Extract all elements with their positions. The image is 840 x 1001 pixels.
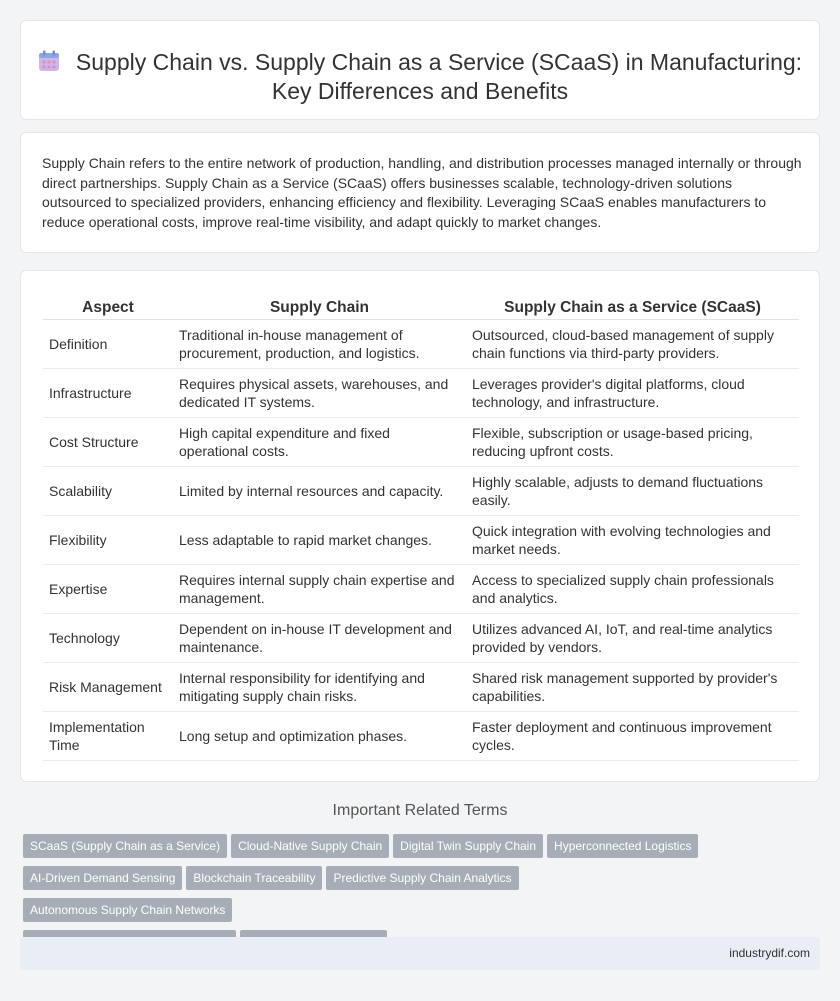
row-scaas: Shared risk management supported by provider's capabilities. [466, 663, 799, 712]
table-row [43, 320, 799, 369]
row-scaas: Utilizes advanced AI, IoT, and real-time analytics provided by vendors. [466, 614, 799, 663]
row-aspect: Scalability [43, 467, 173, 516]
row-supply-chain: Internal responsibility for identifying and mitigating supply chain risks. [173, 663, 466, 712]
related-term-tag[interactable]: Autonomous Supply Chain Networks [23, 898, 232, 922]
row-aspect: Cost Structure [43, 418, 173, 467]
row-scaas: Flexible, subscription or usage-based pricing, reducing upfront costs. [466, 418, 799, 467]
row-aspect: Flexibility [43, 516, 173, 565]
footer-bar [20, 937, 820, 970]
row-aspect: Technology [43, 614, 173, 663]
table-row [43, 712, 799, 761]
row-scaas: Highly scalable, adjusts to demand fluctuations easily. [466, 467, 799, 516]
row-supply-chain: Long setup and optimization phases. [173, 712, 466, 761]
comparison-card [20, 270, 820, 782]
row-supply-chain: Traditional in-house management of procurement, production, and logistics. [173, 320, 466, 369]
table-header-row [43, 295, 799, 320]
row-aspect: Implementation Time [43, 712, 173, 761]
related-term-tag[interactable]: Blockchain Traceability [186, 866, 322, 890]
row-aspect: Risk Management [43, 663, 173, 712]
comparison-table [43, 295, 799, 761]
row-aspect: Definition [43, 320, 173, 369]
row-aspect: Infrastructure [43, 369, 173, 418]
intro-card [20, 132, 820, 253]
related-term-tag[interactable]: SCaaS (Supply Chain as a Service) [23, 834, 227, 858]
table-row [43, 663, 799, 712]
title-card [20, 20, 820, 120]
row-supply-chain: Less adaptable to rapid market changes. [173, 516, 466, 565]
row-aspect: Expertise [43, 565, 173, 614]
row-scaas: Outsourced, cloud-based management of supply chain functions via third-party providers. [466, 320, 799, 369]
row-scaas: Access to specialized supply chain professionals and analytics. [466, 565, 799, 614]
table-row [43, 418, 799, 467]
calendar-icon [38, 50, 60, 72]
related-term-tag[interactable]: AI-Driven Demand Sensing [23, 866, 182, 890]
header-aspect: Aspect [43, 295, 173, 320]
table-row [43, 467, 799, 516]
row-supply-chain: Dependent on in-house IT development and maintenance. [173, 614, 466, 663]
row-supply-chain: Limited by internal resources and capacity. [173, 467, 466, 516]
table-row [43, 369, 799, 418]
row-scaas: Faster deployment and continuous improvement cycles. [466, 712, 799, 761]
related-term-tag[interactable]: Cloud-Native Supply Chain [231, 834, 389, 858]
row-scaas: Quick integration with evolving technologies and market needs. [466, 516, 799, 565]
related-term-tag[interactable]: Hyperconnected Logistics [547, 834, 698, 858]
table-row [43, 565, 799, 614]
row-supply-chain: Requires physical assets, warehouses, and dedicated IT systems. [173, 369, 466, 418]
row-scaas: Leverages provider's digital platforms, cloud technology, and infrastructure. [466, 369, 799, 418]
row-supply-chain: High capital expenditure and fixed operational costs. [173, 418, 466, 467]
footer-site-link[interactable]: industrydif.com [729, 946, 810, 960]
page-title [21, 48, 819, 106]
related-term-tag[interactable]: Predictive Supply Chain Analytics [326, 866, 518, 890]
related-terms-heading: Important Related Terms [332, 802, 508, 819]
page-title-text: Supply Chain vs. Supply Chain as a Service (SCaaS) in Manufacturing: Key Differences and Benefits [75, 49, 803, 104]
intro-paragraph: Supply Chain refers to the entire network of production, handling, and distribution processes managed internally or through direct partnerships. Supply Chain as a Service (SCaaS) offers businesses scalable, technology-driven solutions outsourced to specialized providers, enhancing efficiency and flexibility. Leveraging SCaaS enables manufacturers to reduce operational costs, improve real-time visibility, and adapt quickly to market changes. [42, 155, 802, 230]
table-row [43, 614, 799, 663]
table-row [43, 516, 799, 565]
related-term-tag[interactable]: Digital Twin Supply Chain [393, 834, 543, 858]
row-supply-chain: Requires internal supply chain expertise and management. [173, 565, 466, 614]
header-supply-chain: Supply Chain [173, 295, 466, 320]
header-scaas: Supply Chain as a Service (SCaaS) [466, 295, 799, 320]
